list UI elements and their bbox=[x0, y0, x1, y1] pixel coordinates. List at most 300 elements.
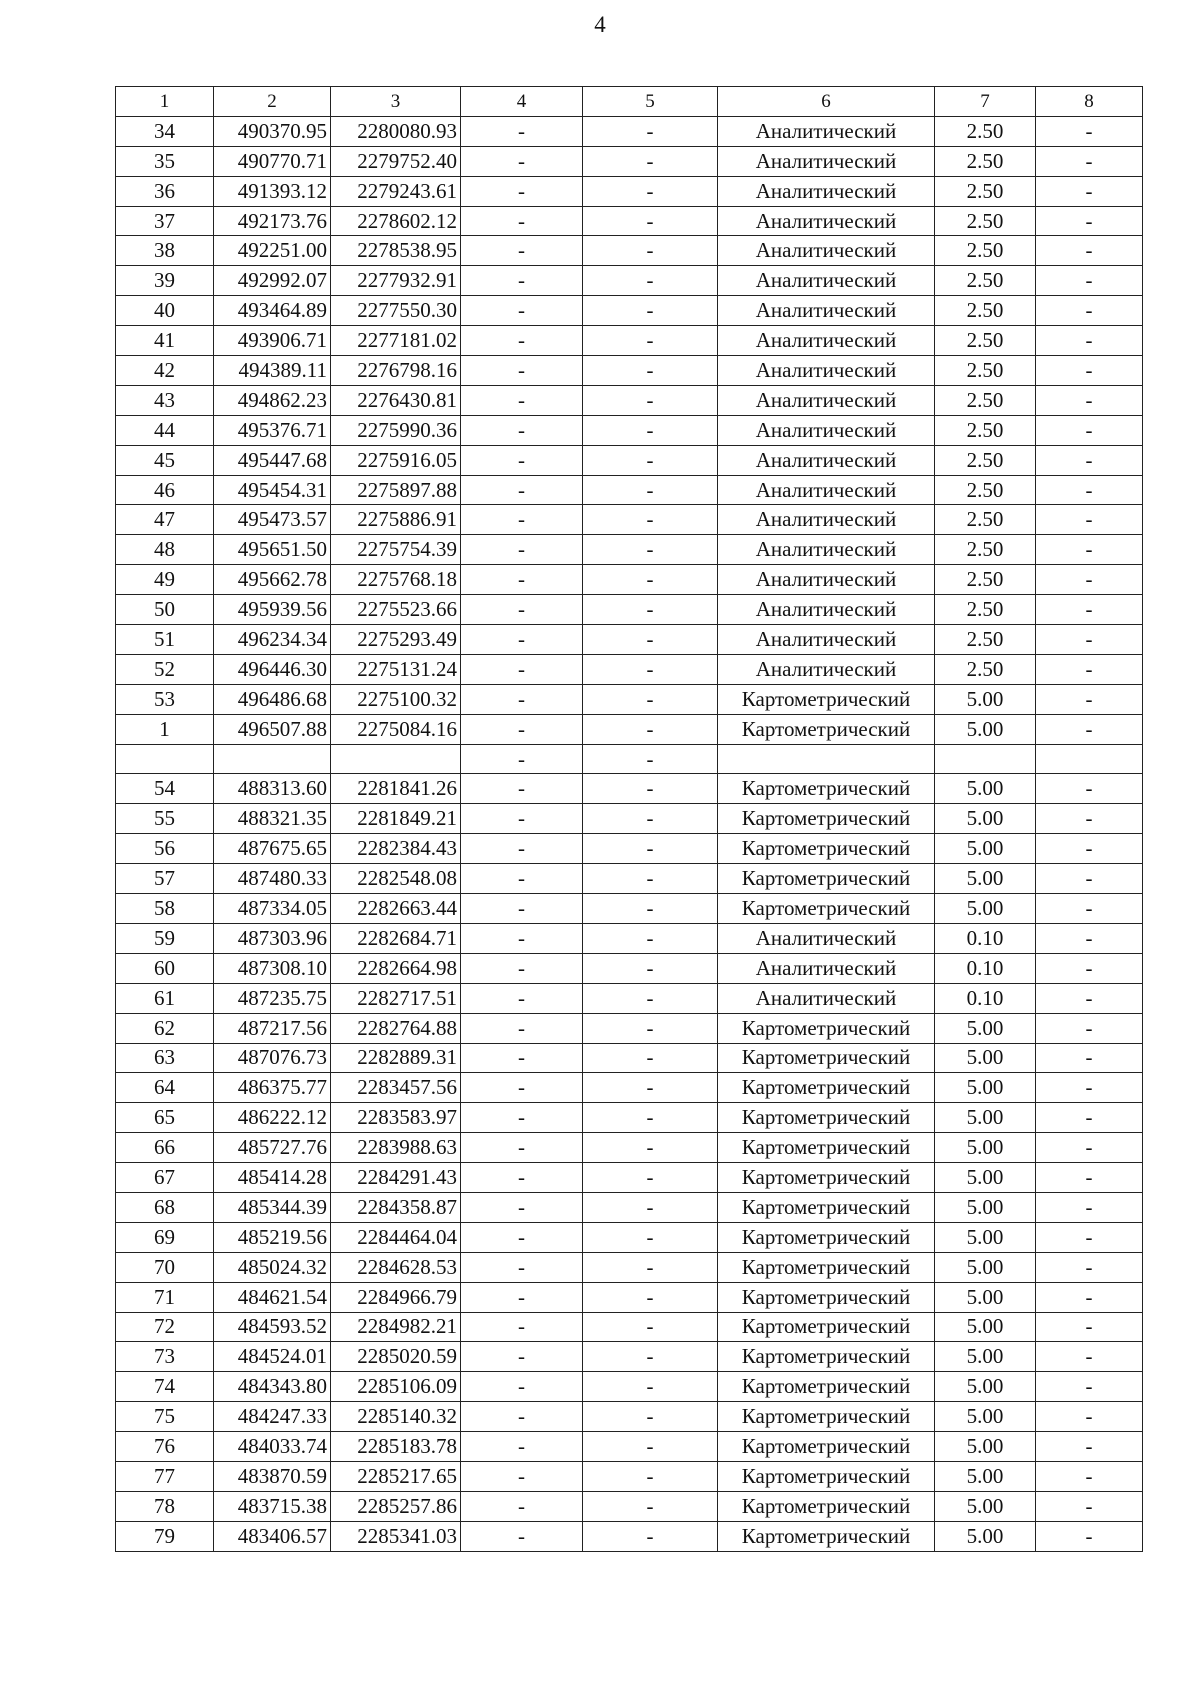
table-row bbox=[116, 1133, 1143, 1163]
method-cell: Аналитический bbox=[718, 595, 935, 625]
point-number-cell: 66 bbox=[116, 1133, 214, 1163]
column-8-cell: - bbox=[1036, 804, 1143, 834]
y-coordinate-cell: 2275084.16 bbox=[331, 714, 461, 744]
point-number-cell: 35 bbox=[116, 146, 214, 176]
column-4-cell: - bbox=[461, 206, 583, 236]
column-4-cell: - bbox=[461, 445, 583, 475]
column-8-cell: - bbox=[1036, 923, 1143, 953]
column-4-cell: - bbox=[461, 296, 583, 326]
x-coordinate-cell: 495447.68 bbox=[214, 445, 331, 475]
method-cell: Аналитический bbox=[718, 535, 935, 565]
column-5-cell: - bbox=[583, 654, 718, 684]
column-4-cell: - bbox=[461, 983, 583, 1013]
method-cell: Аналитический bbox=[718, 266, 935, 296]
y-coordinate-cell: 2284628.53 bbox=[331, 1252, 461, 1282]
method-cell: Картометрический bbox=[718, 1073, 935, 1103]
point-number-cell: 45 bbox=[116, 445, 214, 475]
column-8-cell: - bbox=[1036, 1312, 1143, 1342]
column-5-cell: - bbox=[583, 356, 718, 386]
table-row bbox=[116, 953, 1143, 983]
column-8-cell: - bbox=[1036, 176, 1143, 206]
method-cell: Аналитический bbox=[718, 923, 935, 953]
table-row bbox=[116, 1013, 1143, 1043]
column-4-cell: - bbox=[461, 923, 583, 953]
y-coordinate-cell: 2282548.08 bbox=[331, 864, 461, 894]
y-coordinate-cell: 2275897.88 bbox=[331, 475, 461, 505]
point-number-cell: 72 bbox=[116, 1312, 214, 1342]
y-coordinate-cell: 2278602.12 bbox=[331, 206, 461, 236]
accuracy-cell: 2.50 bbox=[935, 565, 1036, 595]
column-4-cell: - bbox=[461, 1312, 583, 1342]
column-4-cell: - bbox=[461, 1491, 583, 1521]
column-5-cell: - bbox=[583, 266, 718, 296]
x-coordinate-cell: 487334.05 bbox=[214, 894, 331, 924]
x-coordinate-cell: 485414.28 bbox=[214, 1163, 331, 1193]
table-row bbox=[116, 1521, 1143, 1551]
x-coordinate-cell: 491393.12 bbox=[214, 176, 331, 206]
accuracy-cell: 2.50 bbox=[935, 385, 1036, 415]
column-8-cell: - bbox=[1036, 983, 1143, 1013]
method-cell: Аналитический bbox=[718, 236, 935, 266]
column-4-cell: - bbox=[461, 116, 583, 146]
point-number-cell: 65 bbox=[116, 1103, 214, 1133]
y-coordinate-cell: 2275523.66 bbox=[331, 595, 461, 625]
x-coordinate-cell: 494862.23 bbox=[214, 385, 331, 415]
accuracy-cell: 5.00 bbox=[935, 1342, 1036, 1372]
table-row bbox=[116, 714, 1143, 744]
column-header: 1 bbox=[116, 87, 214, 117]
accuracy-cell: 2.50 bbox=[935, 146, 1036, 176]
column-8-cell bbox=[1036, 744, 1143, 774]
accuracy-cell: 5.00 bbox=[935, 774, 1036, 804]
x-coordinate-cell: 492992.07 bbox=[214, 266, 331, 296]
method-cell: Аналитический bbox=[718, 565, 935, 595]
accuracy-cell: 2.50 bbox=[935, 595, 1036, 625]
y-coordinate-cell: 2277550.30 bbox=[331, 296, 461, 326]
column-8-cell: - bbox=[1036, 1491, 1143, 1521]
method-cell: Картометрический bbox=[718, 1013, 935, 1043]
column-8-cell: - bbox=[1036, 266, 1143, 296]
point-number-cell: 57 bbox=[116, 864, 214, 894]
column-5-cell: - bbox=[583, 1252, 718, 1282]
point-number-cell: 41 bbox=[116, 326, 214, 356]
column-5-cell: - bbox=[583, 1521, 718, 1551]
method-cell: Картометрический bbox=[718, 684, 935, 714]
column-8-cell: - bbox=[1036, 1521, 1143, 1551]
table-row bbox=[116, 505, 1143, 535]
accuracy-cell: 5.00 bbox=[935, 1043, 1036, 1073]
method-cell: Картометрический bbox=[718, 774, 935, 804]
y-coordinate-cell: 2284982.21 bbox=[331, 1312, 461, 1342]
point-number-cell: 1 bbox=[116, 714, 214, 744]
column-4-cell: - bbox=[461, 1163, 583, 1193]
point-number-cell: 52 bbox=[116, 654, 214, 684]
x-coordinate-cell: 486222.12 bbox=[214, 1103, 331, 1133]
table-row bbox=[116, 864, 1143, 894]
column-5-cell: - bbox=[583, 774, 718, 804]
point-number-cell: 37 bbox=[116, 206, 214, 236]
column-8-cell: - bbox=[1036, 1043, 1143, 1073]
x-coordinate-cell: 488321.35 bbox=[214, 804, 331, 834]
table-row bbox=[116, 1342, 1143, 1372]
column-header: 4 bbox=[461, 87, 583, 117]
x-coordinate-cell bbox=[214, 744, 331, 774]
point-number-cell: 67 bbox=[116, 1163, 214, 1193]
x-coordinate-cell: 483406.57 bbox=[214, 1521, 331, 1551]
accuracy-cell: 5.00 bbox=[935, 1163, 1036, 1193]
x-coordinate-cell: 493464.89 bbox=[214, 296, 331, 326]
x-coordinate-cell: 496486.68 bbox=[214, 684, 331, 714]
table-row bbox=[116, 1192, 1143, 1222]
column-5-cell: - bbox=[583, 445, 718, 475]
column-8-cell: - bbox=[1036, 684, 1143, 714]
point-number-cell: 75 bbox=[116, 1402, 214, 1432]
table-row bbox=[116, 625, 1143, 655]
column-5-cell: - bbox=[583, 744, 718, 774]
accuracy-cell: 2.50 bbox=[935, 535, 1036, 565]
accuracy-cell: 2.50 bbox=[935, 475, 1036, 505]
column-5-cell: - bbox=[583, 475, 718, 505]
coordinates-table bbox=[115, 86, 1143, 1552]
point-number-cell: 63 bbox=[116, 1043, 214, 1073]
column-4-cell: - bbox=[461, 415, 583, 445]
column-8-cell: - bbox=[1036, 774, 1143, 804]
accuracy-cell: 0.10 bbox=[935, 923, 1036, 953]
y-coordinate-cell: 2283457.56 bbox=[331, 1073, 461, 1103]
method-cell: Аналитический bbox=[718, 505, 935, 535]
accuracy-cell: 5.00 bbox=[935, 1312, 1036, 1342]
point-number-cell: 48 bbox=[116, 535, 214, 565]
column-5-cell: - bbox=[583, 1491, 718, 1521]
y-coordinate-cell: 2275916.05 bbox=[331, 445, 461, 475]
y-coordinate-cell: 2284966.79 bbox=[331, 1282, 461, 1312]
accuracy-cell: 5.00 bbox=[935, 894, 1036, 924]
method-cell: Аналитический bbox=[718, 953, 935, 983]
point-number-cell: 76 bbox=[116, 1432, 214, 1462]
column-8-cell: - bbox=[1036, 296, 1143, 326]
method-cell: Картометрический bbox=[718, 1043, 935, 1073]
table-row bbox=[116, 654, 1143, 684]
x-coordinate-cell: 496507.88 bbox=[214, 714, 331, 744]
method-cell: Аналитический bbox=[718, 206, 935, 236]
point-number-cell: 40 bbox=[116, 296, 214, 326]
y-coordinate-cell: 2275886.91 bbox=[331, 505, 461, 535]
column-5-cell: - bbox=[583, 1103, 718, 1133]
method-cell: Картометрический bbox=[718, 804, 935, 834]
accuracy-cell: 2.50 bbox=[935, 116, 1036, 146]
y-coordinate-cell: 2278538.95 bbox=[331, 236, 461, 266]
point-number-cell: 51 bbox=[116, 625, 214, 655]
column-8-cell: - bbox=[1036, 535, 1143, 565]
column-5-cell: - bbox=[583, 1312, 718, 1342]
column-4-cell: - bbox=[461, 565, 583, 595]
column-5-cell: - bbox=[583, 1192, 718, 1222]
column-4-cell: - bbox=[461, 1133, 583, 1163]
y-coordinate-cell: 2283583.97 bbox=[331, 1103, 461, 1133]
point-number-cell: 61 bbox=[116, 983, 214, 1013]
point-number-cell: 39 bbox=[116, 266, 214, 296]
point-number-cell: 60 bbox=[116, 953, 214, 983]
column-4-cell: - bbox=[461, 535, 583, 565]
point-number-cell: 68 bbox=[116, 1192, 214, 1222]
method-cell: Картометрический bbox=[718, 864, 935, 894]
column-4-cell: - bbox=[461, 1073, 583, 1103]
method-cell: Аналитический bbox=[718, 326, 935, 356]
accuracy-cell: 5.00 bbox=[935, 1461, 1036, 1491]
table-header-row bbox=[116, 87, 1143, 117]
column-header: 8 bbox=[1036, 87, 1143, 117]
column-4-cell: - bbox=[461, 1192, 583, 1222]
point-number-cell: 78 bbox=[116, 1491, 214, 1521]
column-5-cell: - bbox=[583, 864, 718, 894]
method-cell: Картометрический bbox=[718, 1432, 935, 1462]
table-body bbox=[116, 116, 1143, 1551]
x-coordinate-cell: 496234.34 bbox=[214, 625, 331, 655]
table-row bbox=[116, 385, 1143, 415]
column-5-cell: - bbox=[583, 1461, 718, 1491]
x-coordinate-cell: 484247.33 bbox=[214, 1402, 331, 1432]
accuracy-cell: 2.50 bbox=[935, 625, 1036, 655]
accuracy-cell: 5.00 bbox=[935, 864, 1036, 894]
column-4-cell: - bbox=[461, 595, 583, 625]
column-4-cell: - bbox=[461, 356, 583, 386]
table-row bbox=[116, 744, 1143, 774]
accuracy-cell: 5.00 bbox=[935, 1432, 1036, 1462]
x-coordinate-cell: 484033.74 bbox=[214, 1432, 331, 1462]
column-4-cell: - bbox=[461, 684, 583, 714]
column-5-cell: - bbox=[583, 684, 718, 714]
y-coordinate-cell: 2276430.81 bbox=[331, 385, 461, 415]
x-coordinate-cell: 495454.31 bbox=[214, 475, 331, 505]
method-cell: Картометрический bbox=[718, 834, 935, 864]
x-coordinate-cell: 487217.56 bbox=[214, 1013, 331, 1043]
column-8-cell: - bbox=[1036, 953, 1143, 983]
column-4-cell: - bbox=[461, 1372, 583, 1402]
table-row bbox=[116, 983, 1143, 1013]
column-8-cell: - bbox=[1036, 206, 1143, 236]
column-8-cell: - bbox=[1036, 1133, 1143, 1163]
method-cell: Картометрический bbox=[718, 1282, 935, 1312]
table-row bbox=[116, 445, 1143, 475]
point-number-cell bbox=[116, 744, 214, 774]
column-4-cell: - bbox=[461, 894, 583, 924]
column-5-cell: - bbox=[583, 1013, 718, 1043]
column-5-cell: - bbox=[583, 1222, 718, 1252]
point-number-cell: 50 bbox=[116, 595, 214, 625]
accuracy-cell: 2.50 bbox=[935, 206, 1036, 236]
column-4-cell: - bbox=[461, 625, 583, 655]
y-coordinate-cell: 2285183.78 bbox=[331, 1432, 461, 1462]
y-coordinate-cell: 2285106.09 bbox=[331, 1372, 461, 1402]
column-5-cell: - bbox=[583, 1432, 718, 1462]
point-number-cell: 69 bbox=[116, 1222, 214, 1252]
y-coordinate-cell: 2285217.65 bbox=[331, 1461, 461, 1491]
column-8-cell: - bbox=[1036, 475, 1143, 505]
table-row bbox=[116, 236, 1143, 266]
column-header: 3 bbox=[331, 87, 461, 117]
x-coordinate-cell: 487076.73 bbox=[214, 1043, 331, 1073]
column-4-cell: - bbox=[461, 744, 583, 774]
y-coordinate-cell: 2282764.88 bbox=[331, 1013, 461, 1043]
method-cell: Аналитический bbox=[718, 475, 935, 505]
x-coordinate-cell: 483715.38 bbox=[214, 1491, 331, 1521]
accuracy-cell: 5.00 bbox=[935, 1252, 1036, 1282]
method-cell: Картометрический bbox=[718, 1372, 935, 1402]
method-cell: Аналитический bbox=[718, 983, 935, 1013]
column-5-cell: - bbox=[583, 176, 718, 206]
table-row bbox=[116, 1103, 1143, 1133]
x-coordinate-cell: 492173.76 bbox=[214, 206, 331, 236]
x-coordinate-cell: 495939.56 bbox=[214, 595, 331, 625]
y-coordinate-cell: 2275131.24 bbox=[331, 654, 461, 684]
table-row bbox=[116, 1222, 1143, 1252]
y-coordinate-cell: 2282717.51 bbox=[331, 983, 461, 1013]
table-row bbox=[116, 1461, 1143, 1491]
point-number-cell: 59 bbox=[116, 923, 214, 953]
method-cell: Аналитический bbox=[718, 654, 935, 684]
accuracy-cell: 2.50 bbox=[935, 356, 1036, 386]
column-4-cell: - bbox=[461, 1013, 583, 1043]
accuracy-cell: 5.00 bbox=[935, 1103, 1036, 1133]
table-row bbox=[116, 206, 1143, 236]
point-number-cell: 49 bbox=[116, 565, 214, 595]
column-8-cell: - bbox=[1036, 1222, 1143, 1252]
column-5-cell: - bbox=[583, 206, 718, 236]
column-8-cell: - bbox=[1036, 1402, 1143, 1432]
y-coordinate-cell: 2277932.91 bbox=[331, 266, 461, 296]
column-4-cell: - bbox=[461, 326, 583, 356]
x-coordinate-cell: 484524.01 bbox=[214, 1342, 331, 1372]
y-coordinate-cell: 2284291.43 bbox=[331, 1163, 461, 1193]
column-4-cell: - bbox=[461, 714, 583, 744]
column-5-cell: - bbox=[583, 625, 718, 655]
accuracy-cell: 2.50 bbox=[935, 654, 1036, 684]
x-coordinate-cell: 484343.80 bbox=[214, 1372, 331, 1402]
column-5-cell: - bbox=[583, 1282, 718, 1312]
column-4-cell: - bbox=[461, 176, 583, 206]
method-cell: Картометрический bbox=[718, 714, 935, 744]
accuracy-cell: 5.00 bbox=[935, 714, 1036, 744]
column-4-cell: - bbox=[461, 1461, 583, 1491]
column-4-cell: - bbox=[461, 953, 583, 983]
column-5-cell: - bbox=[583, 326, 718, 356]
accuracy-cell: 5.00 bbox=[935, 1013, 1036, 1043]
method-cell: Аналитический bbox=[718, 116, 935, 146]
column-8-cell: - bbox=[1036, 505, 1143, 535]
point-number-cell: 44 bbox=[116, 415, 214, 445]
x-coordinate-cell: 488313.60 bbox=[214, 774, 331, 804]
point-number-cell: 38 bbox=[116, 236, 214, 266]
column-8-cell: - bbox=[1036, 1282, 1143, 1312]
accuracy-cell: 2.50 bbox=[935, 176, 1036, 206]
accuracy-cell: 2.50 bbox=[935, 266, 1036, 296]
column-4-cell: - bbox=[461, 774, 583, 804]
method-cell: Картометрический bbox=[718, 1163, 935, 1193]
point-number-cell: 42 bbox=[116, 356, 214, 386]
method-cell: Картометрический bbox=[718, 1192, 935, 1222]
table-row bbox=[116, 535, 1143, 565]
accuracy-cell: 5.00 bbox=[935, 1133, 1036, 1163]
column-8-cell: - bbox=[1036, 1342, 1143, 1372]
y-coordinate-cell: 2283988.63 bbox=[331, 1133, 461, 1163]
column-8-cell: - bbox=[1036, 625, 1143, 655]
accuracy-cell: 5.00 bbox=[935, 684, 1036, 714]
column-4-cell: - bbox=[461, 385, 583, 415]
point-number-cell: 47 bbox=[116, 505, 214, 535]
column-4-cell: - bbox=[461, 804, 583, 834]
column-5-cell: - bbox=[583, 296, 718, 326]
y-coordinate-cell: 2282889.31 bbox=[331, 1043, 461, 1073]
method-cell: Картометрический bbox=[718, 1342, 935, 1372]
column-header: 2 bbox=[214, 87, 331, 117]
column-4-cell: - bbox=[461, 1342, 583, 1372]
column-header: 6 bbox=[718, 87, 935, 117]
point-number-cell: 73 bbox=[116, 1342, 214, 1372]
column-5-cell: - bbox=[583, 1342, 718, 1372]
method-cell: Аналитический bbox=[718, 296, 935, 326]
point-number-cell: 74 bbox=[116, 1372, 214, 1402]
column-4-cell: - bbox=[461, 1521, 583, 1551]
point-number-cell: 54 bbox=[116, 774, 214, 804]
point-number-cell: 70 bbox=[116, 1252, 214, 1282]
table-row bbox=[116, 1312, 1143, 1342]
column-8-cell: - bbox=[1036, 834, 1143, 864]
x-coordinate-cell: 485024.32 bbox=[214, 1252, 331, 1282]
column-8-cell: - bbox=[1036, 1013, 1143, 1043]
y-coordinate-cell: 2285341.03 bbox=[331, 1521, 461, 1551]
method-cell: Картометрический bbox=[718, 1252, 935, 1282]
point-number-cell: 43 bbox=[116, 385, 214, 415]
accuracy-cell: 2.50 bbox=[935, 296, 1036, 326]
column-5-cell: - bbox=[583, 1133, 718, 1163]
column-8-cell: - bbox=[1036, 1192, 1143, 1222]
x-coordinate-cell: 493906.71 bbox=[214, 326, 331, 356]
column-5-cell: - bbox=[583, 385, 718, 415]
y-coordinate-cell: 2282664.98 bbox=[331, 953, 461, 983]
y-coordinate-cell: 2276798.16 bbox=[331, 356, 461, 386]
accuracy-cell: 2.50 bbox=[935, 326, 1036, 356]
method-cell: Аналитический bbox=[718, 445, 935, 475]
table-row bbox=[116, 595, 1143, 625]
column-4-cell: - bbox=[461, 266, 583, 296]
table-row bbox=[116, 1073, 1143, 1103]
table-row bbox=[116, 1432, 1143, 1462]
table-row bbox=[116, 774, 1143, 804]
column-5-cell: - bbox=[583, 1073, 718, 1103]
table-row bbox=[116, 804, 1143, 834]
column-5-cell: - bbox=[583, 146, 718, 176]
x-coordinate-cell: 485727.76 bbox=[214, 1133, 331, 1163]
x-coordinate-cell: 483870.59 bbox=[214, 1461, 331, 1491]
accuracy-cell: 2.50 bbox=[935, 505, 1036, 535]
table-row bbox=[116, 834, 1143, 864]
column-5-cell: - bbox=[583, 236, 718, 266]
column-4-cell: - bbox=[461, 236, 583, 266]
column-8-cell: - bbox=[1036, 116, 1143, 146]
accuracy-cell: 5.00 bbox=[935, 1222, 1036, 1252]
table-row bbox=[116, 1402, 1143, 1432]
page-number: 4 bbox=[594, 12, 606, 37]
column-5-cell: - bbox=[583, 535, 718, 565]
point-number-cell: 71 bbox=[116, 1282, 214, 1312]
column-4-cell: - bbox=[461, 1222, 583, 1252]
method-cell: Картометрический bbox=[718, 1521, 935, 1551]
table-row bbox=[116, 415, 1143, 445]
column-5-cell: - bbox=[583, 953, 718, 983]
column-8-cell: - bbox=[1036, 236, 1143, 266]
accuracy-cell bbox=[935, 744, 1036, 774]
y-coordinate-cell: 2282384.43 bbox=[331, 834, 461, 864]
